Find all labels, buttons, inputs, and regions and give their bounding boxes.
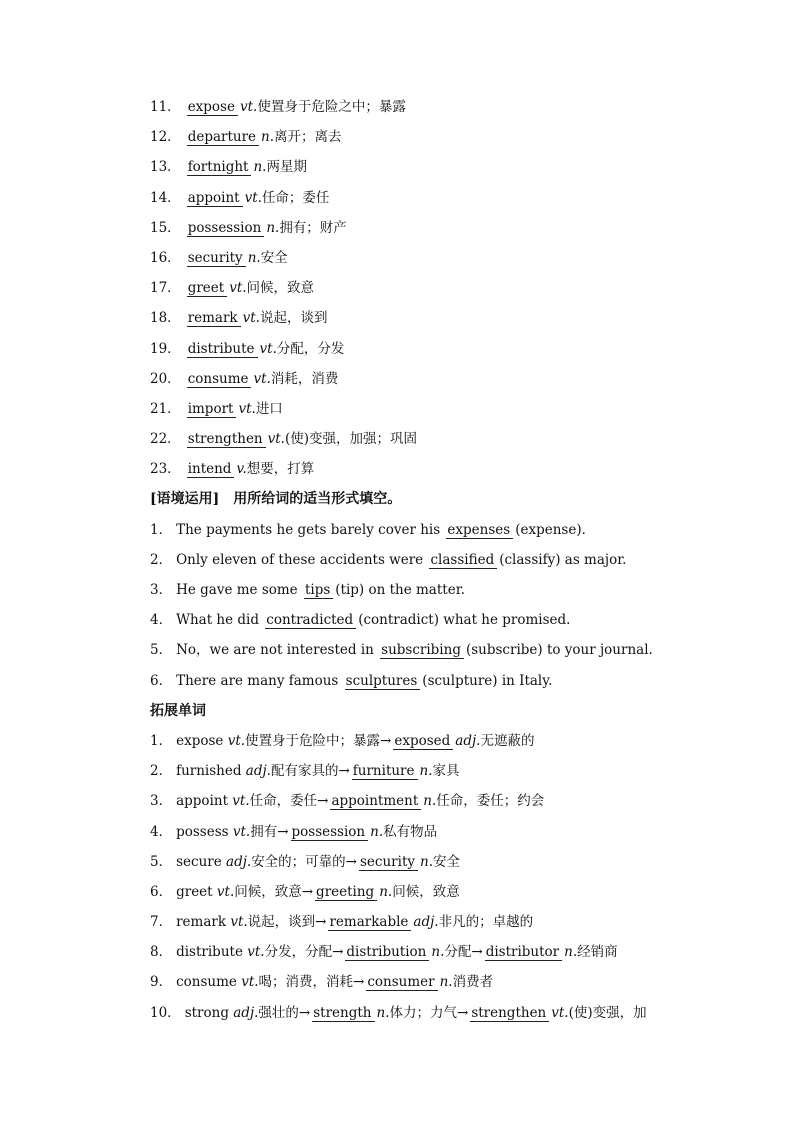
- answer-word: departure: [187, 130, 259, 146]
- sentence-after: (sculpture) in Italy.: [422, 672, 553, 689]
- expand-item: [150, 756, 750, 786]
- item-number: 6．: [150, 672, 173, 689]
- answer-word: consume: [187, 372, 252, 388]
- text-segment: 经销商: [577, 944, 618, 961]
- expand-heading: 拓展单词: [150, 702, 206, 719]
- answer-word: furniture: [352, 764, 418, 780]
- text-segment: 安全的；可靠的→: [251, 853, 357, 870]
- part-of-speech: vt.: [232, 793, 250, 810]
- sentence-before: Only eleven of these accidents were: [176, 551, 428, 568]
- part-of-speech: vt.: [230, 914, 248, 931]
- item-number: 18．: [150, 310, 181, 327]
- meaning: (使)变强，加强；巩固: [284, 431, 418, 448]
- answer-word: exposed: [393, 734, 453, 750]
- meaning: 想要，打算: [246, 461, 315, 478]
- answer-word: possession: [291, 825, 369, 841]
- part-of-speech: vt.: [239, 99, 258, 115]
- sentence-after: (classify) as major.: [499, 551, 627, 568]
- expand-item: [150, 877, 750, 907]
- item-number: 2．: [150, 763, 173, 780]
- text-segment: greet: [176, 883, 217, 900]
- answer-word: tips: [304, 583, 333, 599]
- answer-word: consumer: [366, 975, 437, 991]
- item-number: 16．: [150, 249, 181, 266]
- part-of-speech: vt.: [253, 370, 271, 387]
- answer-word: remarkable: [328, 915, 411, 931]
- document-content: [150, 92, 750, 1028]
- meaning: 说起，谈到: [259, 310, 328, 327]
- vocab-item: [150, 424, 750, 454]
- answer-word: expenses: [446, 523, 513, 539]
- item-number: 5．: [150, 642, 173, 659]
- exercise-item: [150, 515, 750, 545]
- meaning: 消耗，消费: [270, 370, 339, 387]
- item-number: 12．: [150, 129, 181, 146]
- meaning: 两星期: [266, 159, 307, 176]
- part-of-speech: vt.: [267, 431, 285, 448]
- vocab-item: [150, 273, 750, 303]
- part-of-speech: vt.: [242, 310, 260, 327]
- answer-word: fortnight: [187, 160, 252, 176]
- vocab-item: [150, 394, 750, 424]
- answer-word: greet: [187, 281, 228, 297]
- vocab-item: [150, 92, 750, 122]
- part-of-speech: adj.: [233, 1004, 259, 1021]
- text-segment: 拥有→: [250, 823, 289, 840]
- sentence-before: He gave me some: [176, 582, 302, 598]
- item-number: 20．: [150, 370, 181, 387]
- answer-word: security: [187, 251, 246, 267]
- meaning: 使置身于危险之中；暴露: [257, 99, 406, 115]
- item-number: 13．: [150, 159, 181, 176]
- expand-item: [150, 817, 750, 847]
- sentence-after: (tip) on the matter.: [335, 582, 465, 598]
- sentence-before: The payments he gets barely cover his: [176, 521, 445, 538]
- answer-word: possession: [187, 221, 265, 237]
- text-segment: 分发，分配→: [264, 944, 344, 961]
- item-number: 1．: [150, 732, 173, 749]
- context-exercise-list: [150, 515, 750, 696]
- answer-word: distribution: [345, 945, 429, 961]
- text-segment: 非凡的；卓越的: [438, 914, 534, 931]
- item-number: 21．: [150, 400, 181, 417]
- text-segment: 任命，委任→: [249, 793, 329, 810]
- text-segment: 强壮的→: [258, 1004, 311, 1021]
- text-segment: 问候，致意: [392, 883, 460, 900]
- part-of-speech: n.: [266, 219, 280, 236]
- part-of-speech: n.: [247, 249, 261, 266]
- expand-item: [150, 847, 750, 877]
- item-number: 7．: [150, 914, 173, 931]
- item-number: 2．: [150, 551, 173, 568]
- expand-word-list: [150, 726, 750, 1028]
- part-of-speech: vt.: [229, 280, 247, 297]
- part-of-speech: adj.: [245, 763, 271, 780]
- item-number: 4．: [150, 823, 173, 840]
- part-of-speech: vt.: [232, 823, 251, 840]
- answer-word: import: [187, 402, 237, 418]
- part-of-speech: adj.: [413, 914, 439, 931]
- meaning: 分配，分发: [276, 340, 345, 357]
- part-of-speech: vt.: [247, 944, 265, 961]
- text-segment: remark: [176, 914, 231, 931]
- text-segment: expose: [176, 732, 228, 749]
- item-number: 17．: [150, 280, 181, 297]
- exercise-item: [150, 666, 750, 696]
- text-segment: 体力；力气→: [389, 1004, 469, 1021]
- exercise-item: [150, 635, 750, 665]
- part-of-speech: n.: [439, 974, 453, 991]
- answer-word: expose: [187, 100, 238, 116]
- text-segment: 私有物品: [383, 823, 438, 840]
- answer-word: contradicted: [265, 613, 356, 629]
- meaning: 问候，致意: [246, 280, 315, 297]
- answer-word: strengthen: [470, 1006, 549, 1022]
- text-segment: appoint: [176, 793, 233, 810]
- sentence-after: (contradict) what he promised.: [358, 612, 571, 629]
- answer-word: remark: [187, 311, 241, 327]
- part-of-speech: vt.: [259, 340, 277, 357]
- sentence-after: (subscribe) to your journal.: [465, 642, 653, 659]
- item-number: 14．: [150, 189, 181, 206]
- exercise-item: [150, 575, 750, 605]
- text-segment: furnished: [176, 763, 246, 780]
- part-of-speech: n.: [376, 1004, 390, 1021]
- vocab-item: [150, 213, 750, 243]
- vocab-item: [150, 152, 750, 182]
- part-of-speech: vt.: [241, 974, 259, 991]
- item-number: 9．: [150, 974, 173, 991]
- part-of-speech: vt.: [244, 189, 262, 206]
- item-number: 8．: [150, 944, 173, 961]
- text-segment: 家具: [432, 763, 460, 780]
- item-number: 3．: [150, 793, 173, 810]
- meaning: 拥有；财产: [279, 219, 347, 236]
- part-of-speech: n.: [379, 883, 393, 900]
- answer-word: strength: [312, 1006, 374, 1022]
- text-segment: 配有家具的→: [270, 763, 350, 780]
- vocab-item: [150, 243, 750, 273]
- item-number: 19．: [150, 340, 181, 357]
- vocab-item: [150, 454, 750, 484]
- answer-word: appoint: [187, 191, 243, 207]
- answer-word: classified: [429, 553, 497, 569]
- exercise-item: [150, 545, 750, 575]
- text-segment: 使置身于危险中；暴露→: [245, 732, 392, 749]
- item-number: 3．: [150, 582, 173, 598]
- vocab-item: [150, 303, 750, 333]
- text-segment: 无遮蔽的: [480, 732, 535, 749]
- text-segment: distribute: [176, 944, 248, 961]
- answer-word: security: [359, 855, 418, 871]
- vocab-item: [150, 364, 750, 394]
- text-segment: (使)变强，加: [568, 1004, 647, 1021]
- exercise-item: [150, 605, 750, 635]
- text-segment: 安全: [433, 853, 460, 870]
- text-segment: 分配→: [444, 944, 483, 961]
- answer-word: appointment: [330, 794, 421, 810]
- text-segment: 任命，委任；约会: [436, 793, 545, 810]
- vocab-item: [150, 122, 750, 152]
- part-of-speech: adj.: [455, 732, 481, 749]
- answer-word: greeting: [315, 885, 377, 901]
- expand-item: [150, 786, 750, 816]
- part-of-speech: n.: [564, 944, 578, 961]
- vocab-list: [150, 92, 750, 484]
- expand-item: [150, 937, 750, 967]
- sentence-before: No，we are not interested in: [176, 642, 379, 659]
- part-of-speech: n.: [253, 159, 267, 176]
- answer-word: subscribing: [380, 643, 464, 659]
- expand-item: [150, 726, 750, 756]
- item-number: 15．: [150, 219, 181, 236]
- context-heading: [语境运用] 用所给词的适当形式填空。: [150, 491, 402, 508]
- text-segment: secure: [176, 853, 227, 870]
- part-of-speech: adj.: [226, 853, 252, 870]
- vocab-item: [150, 183, 750, 213]
- part-of-speech: n.: [420, 853, 433, 870]
- text-segment: 喝；消费，消耗→: [258, 974, 365, 991]
- part-of-speech: n.: [431, 944, 445, 961]
- sentence-before: There are many famous: [176, 672, 343, 689]
- part-of-speech: vt.: [216, 883, 235, 900]
- answer-word: strengthen: [187, 432, 266, 448]
- item-number: 22．: [150, 431, 181, 448]
- part-of-speech: n.: [423, 793, 437, 810]
- item-number: 4．: [150, 612, 173, 629]
- answer-word: distributor: [485, 945, 562, 961]
- part-of-speech: vt.: [227, 732, 246, 749]
- item-number: 23．: [150, 461, 181, 478]
- sentence-after: (expense)．: [515, 521, 596, 538]
- answer-word: intend: [187, 462, 235, 478]
- text-segment: 问候，致意→: [234, 883, 314, 900]
- item-number: 11．: [150, 99, 181, 115]
- text-segment: possess: [176, 823, 233, 840]
- text-segment: 说起，谈到→: [247, 914, 327, 931]
- part-of-speech: vt.: [551, 1004, 569, 1021]
- expand-item: [150, 998, 750, 1028]
- item-number: 6．: [150, 883, 173, 900]
- expand-item: [150, 907, 750, 937]
- item-number: 1．: [150, 521, 173, 538]
- item-number: 10．: [150, 1004, 181, 1021]
- vocab-item: [150, 334, 750, 364]
- meaning: 离开；离去: [274, 129, 342, 146]
- meaning: 安全: [260, 249, 288, 266]
- text-segment: consume: [176, 974, 242, 991]
- meaning: 任命；委任: [261, 189, 330, 206]
- text-segment: 消费者: [452, 974, 494, 991]
- part-of-speech: n.: [370, 823, 384, 840]
- part-of-speech: vt.: [238, 400, 256, 417]
- part-of-speech: n.: [261, 129, 275, 146]
- part-of-speech: v.: [236, 461, 247, 478]
- text-segment: strong: [184, 1004, 234, 1021]
- answer-word: distribute: [187, 342, 258, 358]
- part-of-speech: n.: [419, 763, 433, 780]
- item-number: 5．: [150, 853, 173, 870]
- meaning: 进口: [255, 400, 283, 417]
- sentence-before: What he did: [176, 612, 264, 629]
- answer-word: sculptures: [345, 674, 421, 690]
- expand-item: [150, 967, 750, 997]
